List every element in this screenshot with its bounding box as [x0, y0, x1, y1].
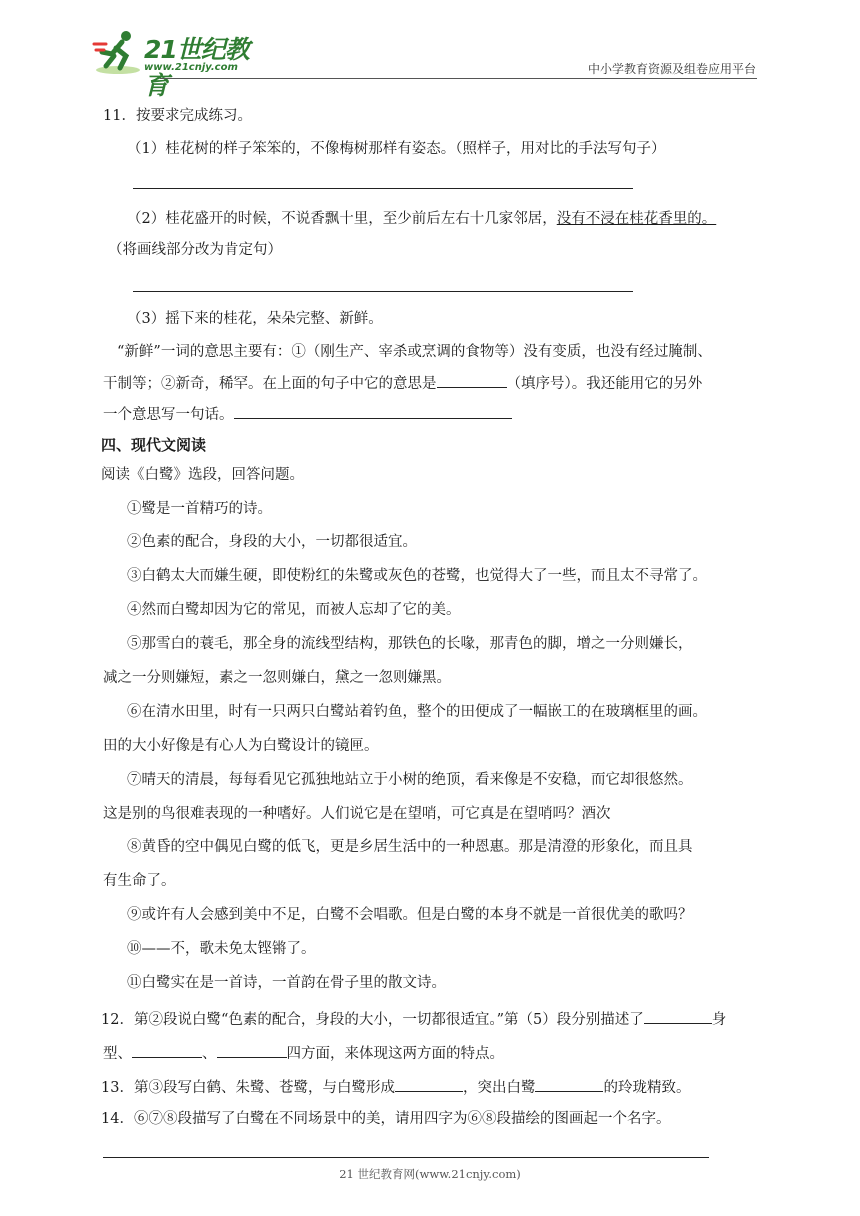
passage-paragraph: ⑪白鹭实在是一首诗，一首韵在骨子里的散文诗。	[127, 975, 446, 991]
fill-blank[interactable]	[395, 1079, 463, 1092]
header-divider	[160, 78, 757, 79]
header-platform-title: 中小学教育资源及组卷应用平台	[587, 62, 756, 76]
question-11-part-2-instruction: （将画线部分改为肯定句）	[108, 242, 282, 258]
question-13: 13．第③段写白鹤、朱鹭、苍鹭，与白鹭形成 ，突出白鹭 的玲珑精致。	[101, 1080, 691, 1096]
passage-paragraph: ⑧黄昏的空中偶见白鹭的低飞，更是乡居生活中的一种恩惠。那是清澄的形象化，而且具	[127, 839, 693, 855]
page-footer: 21 世纪教育网(www.21cnjy.com)	[339, 1167, 521, 1181]
page-header	[0, 0, 860, 100]
xinxian-definition-line-2: 干制等；②新奇，稀罕。在上面的句子中它的意思是 （填序号）。我还能用它的另外	[103, 376, 703, 392]
passage-paragraph-cont: 减之一分则嫌短，素之一忽则嫌白，黛之一忽则嫌黑。	[103, 670, 451, 686]
fill-blank[interactable]	[217, 1045, 287, 1058]
passage-paragraph-cont: 这是别的鸟很难表现的一种嗜好。人们说它是在望哨，可它真是在望哨吗？酒次	[103, 806, 611, 822]
passage-paragraph: ③白鹤太大而嫌生硬，即使粉红的朱鹭或灰色的苍鹭，也觉得大了一些，而且太不寻常了。	[127, 568, 707, 584]
passage-paragraph: ④然而白鹭却因为它的常见，而被人忘却了它的美。	[127, 602, 461, 618]
runner-logo-icon	[92, 26, 144, 78]
logo-text: 21世纪教育	[144, 35, 249, 100]
logo	[92, 26, 262, 100]
fill-blank[interactable]	[535, 1079, 603, 1092]
passage-paragraph: ⑥在清水田里，时有一只两只白鹭站着钓鱼，整个的田便成了一幅嵌工的在玻璃框里的画。	[127, 704, 707, 720]
answer-line-1	[133, 188, 633, 189]
section-4-title: 四、现代文阅读	[101, 436, 207, 454]
fill-blank[interactable]	[437, 375, 507, 388]
fill-blank[interactable]	[234, 406, 512, 419]
question-11-part-2: （2）桂花盛开的时候，不说香飘十里，至少前后左右十几家邻居，没有不浸在桂花香里的。	[127, 211, 717, 227]
answer-line-2	[133, 291, 633, 292]
fill-blank[interactable]	[644, 1011, 712, 1024]
question-12-line-1: 12．第②段说白鹭“色素的配合，身段的大小，一切都很适宜。”第（5）段分别描述了 身	[101, 1012, 727, 1028]
reading-intro: 阅读《白鹭》选段，回答问题。	[101, 467, 304, 483]
footer-divider	[103, 1157, 709, 1158]
question-11-title: 11．按要求完成练习。	[103, 108, 252, 124]
passage-paragraph: ①鹭是一首精巧的诗。	[127, 501, 272, 517]
question-11-part-3: （3）摇下来的桂花，朵朵完整、新鲜。	[127, 311, 383, 327]
question-11-part-1: （1）桂花树的样子笨笨的，不像梅树那样有姿态。（照样子，用对比的手法写句子）	[127, 141, 666, 157]
question-12-line-2: 型、 、 四方面，来体现这两方面的特点。	[103, 1046, 504, 1062]
underlined-sentence: 没有不浸在桂花香里的。	[556, 211, 717, 227]
passage-paragraph: ⑩——不，歌未免太铿锵了。	[127, 941, 316, 957]
passage-paragraph: ⑨或许有人会感到美中不足，白鹭不会唱歌。但是白鹭的本身不就是一首很优美的歌吗？	[127, 907, 693, 923]
xinxian-definition-line-1: “新鲜”一词的意思主要有：①（刚生产、宰杀或烹调的食物等）没有变质，也没有经过腌制、	[117, 344, 712, 360]
passage-paragraph-cont: 田的大小好像是有心人为白鹭设计的镜匣。	[103, 738, 379, 754]
passage-paragraph: ⑤那雪白的蓑毛，那全身的流线型结构，那铁色的长喙，那青色的脚，增之一分则嫌长，	[127, 636, 693, 652]
xinxian-definition-line-3: 一个意思写一句话。	[103, 406, 512, 423]
passage-paragraph-cont: 有生命了。	[103, 873, 176, 889]
question-14: 14．⑥⑦⑧段描写了白鹭在不同场景中的美，请用四字为⑥⑧段描绘的图画起一个名字。	[101, 1111, 671, 1127]
fill-blank[interactable]	[132, 1045, 202, 1058]
passage-paragraph: ②色素的配合，身段的大小，一切都很适宜。	[127, 534, 417, 550]
passage-paragraph: ⑦晴天的清晨，每每看见它孤独地站立于小树的绝顶，看来像是不安稳，而它却很悠然。	[127, 772, 693, 788]
logo-url: www.21cnjy.com	[144, 62, 238, 73]
